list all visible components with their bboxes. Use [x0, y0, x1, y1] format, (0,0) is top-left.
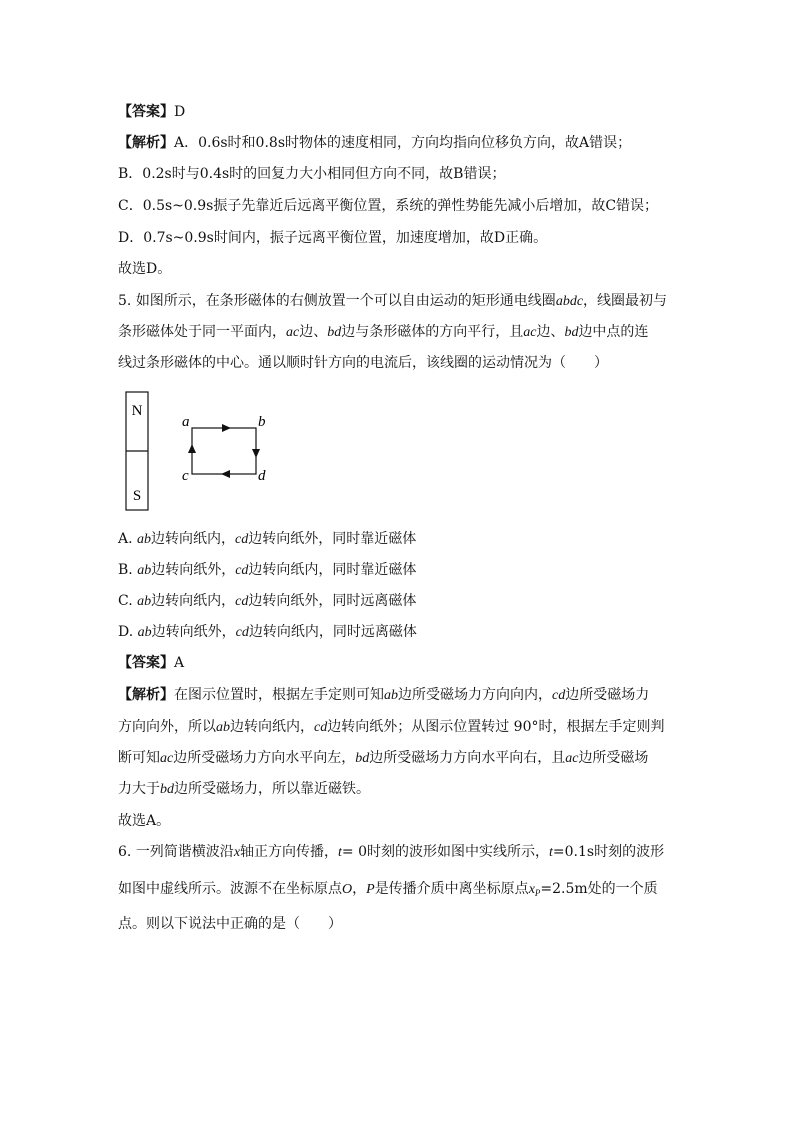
side-label: ab	[384, 688, 398, 703]
option-letter: A.	[118, 531, 133, 547]
figure-svg	[112, 388, 282, 516]
q4-answer	[118, 103, 185, 121]
q5-stem-line-3: 线过条形磁体的中心。通以顺时针方向的电流后，该线圈的运动情况为（ ）	[118, 355, 608, 371]
analysis-text: 在图示位置时，根据左手定则可知	[174, 687, 384, 703]
answer-value: D	[174, 104, 186, 120]
option-text: 边转向纸外，	[151, 624, 236, 640]
question-number: 5.	[118, 293, 132, 309]
side-label: ac	[523, 325, 537, 340]
q5-option-b	[118, 561, 416, 580]
stem-text: ，线圈最初与	[583, 293, 668, 309]
q5-conclusion: 故选A。	[118, 813, 171, 829]
corner-label-b: b	[258, 414, 266, 430]
q4-conclusion: 故选D。	[118, 261, 172, 277]
subscript-p: P	[534, 888, 541, 898]
option-letter: D.	[118, 624, 134, 640]
side-label: cd	[314, 720, 328, 735]
analysis-label: 【解析】	[118, 135, 174, 151]
magnet-coil-figure	[112, 388, 282, 516]
side-label: ab	[137, 625, 152, 640]
q5-answer	[118, 654, 184, 672]
analysis-text: A．0.6s时和0.8s时物体的速度相同，方向均指向位移负方向，故A错误；	[174, 135, 632, 151]
option-letter: B.	[118, 562, 133, 578]
side-label: ac	[160, 751, 174, 766]
option-text: 边转向纸内，同时靠近磁体	[248, 562, 417, 578]
side-label: cd	[235, 625, 249, 640]
side-label: cd	[235, 532, 249, 547]
side-label: ab	[216, 720, 230, 735]
q5-analysis-line-3	[118, 749, 648, 768]
side-label: ab	[137, 594, 152, 609]
current-arrow-left-icon	[188, 444, 196, 453]
answer-label: 【答案】	[118, 655, 174, 671]
option-text: 边转向纸外，同时远离磁体	[248, 593, 417, 609]
analysis-text: 边所受磁场力方向水平向右，且	[369, 750, 566, 766]
q5-option-c	[118, 592, 416, 611]
stem-text: 条形磁体处于同一平面内，	[118, 324, 286, 340]
q4-analysis-line-4: D．0.7s~0.9s时间内，振子远离平衡位置，加速度增加，故D正确。	[118, 230, 548, 246]
side-label: ac	[565, 751, 579, 766]
q4-analysis-line-2: B．0.2s时与0.4s时的回复力大小相同但方向不同，故B错误；	[118, 166, 506, 182]
variable-x: x	[233, 845, 241, 860]
answer-value: A	[174, 655, 185, 671]
q5-analysis-line-1	[118, 686, 649, 705]
analysis-text: 边所受磁场	[578, 750, 649, 766]
side-label: bd	[355, 751, 370, 766]
side-label: cd	[235, 563, 249, 578]
current-arrow-right-icon	[252, 449, 260, 458]
variable-p: P	[366, 882, 375, 897]
analysis-text: 边转向纸内，	[230, 719, 314, 735]
analysis-text: 力大于	[118, 781, 160, 797]
q6-stem-line-1	[118, 843, 664, 862]
stem-text: 轴正方向传播，	[240, 844, 339, 860]
q5-option-a	[118, 530, 416, 549]
side-label: ab	[137, 532, 152, 547]
variable-t: t	[549, 845, 553, 860]
stem-text: =2.5m处的一个质	[540, 881, 658, 897]
side-label: bd	[327, 325, 342, 340]
magnet-south-label: S	[132, 488, 142, 504]
stem-text: ，	[352, 881, 367, 897]
analysis-text: 边转向纸外；从图示位置转过 90°时，根据左手定则判	[327, 719, 665, 735]
analysis-text: 边所受磁场力	[565, 687, 650, 703]
current-arrow-bottom-icon	[221, 470, 230, 478]
option-letter: C.	[118, 593, 133, 609]
side-label: cd	[552, 688, 566, 703]
answer-label: 【答案】	[118, 104, 174, 120]
stem-text: 是传播介质中离坐标原点	[374, 881, 529, 897]
stem-text: = 0时刻的波形如图中实线所示，	[341, 844, 550, 860]
analysis-text: 边所受磁场力，所以靠近磁铁。	[174, 781, 370, 797]
option-text: 边转向纸外，同时靠近磁体	[248, 531, 417, 547]
q4-analysis-line-3: C．0.5s~0.9s振子先靠近后远离平衡位置，系统的弹性势能先减小后增加，故C错误；	[118, 198, 659, 214]
q4-analysis-line-1	[118, 134, 631, 152]
stem-text: 一列简谐横波沿	[135, 844, 234, 860]
stem-text: 边、	[299, 324, 328, 340]
q5-option-d	[118, 623, 417, 642]
stem-text: 边与条形磁体的方向平行，且	[341, 324, 524, 340]
q5-analysis-line-2	[118, 718, 664, 737]
current-arrow-top-icon	[222, 424, 231, 432]
coil-label: abdc	[555, 294, 584, 309]
corner-label-c: c	[182, 468, 189, 484]
side-label: ac	[286, 325, 300, 340]
stem-text: 如图中虚线所示。波源不在坐标原点	[118, 881, 342, 897]
option-text: 边转向纸内，同时远离磁体	[248, 624, 417, 640]
q5-analysis-line-4	[118, 780, 370, 799]
q6-stem-line-2	[118, 880, 658, 902]
stem-text: 边、	[536, 324, 565, 340]
side-label: cd	[235, 594, 249, 609]
variable-o: O	[342, 882, 353, 897]
stem-text: 边中点的连	[578, 324, 649, 340]
analysis-text: 方向向外，所以	[118, 719, 216, 735]
side-label: bd	[564, 325, 579, 340]
option-text: 边转向纸内，	[151, 531, 236, 547]
q6-stem-line-3: 点。则以下说法中正确的是（ ）	[118, 916, 342, 932]
analysis-text: 断可知	[118, 750, 160, 766]
variable-x: x	[528, 882, 535, 897]
corner-label-d: d	[258, 468, 266, 484]
question-number: 6.	[118, 844, 132, 860]
coil-rectangle	[192, 428, 256, 474]
side-label: ab	[137, 563, 152, 578]
stem-text: 如图所示，在条形磁体的右侧放置一个可以自由运动的矩形通电线圈	[135, 293, 556, 309]
q5-stem-line-1	[118, 292, 667, 311]
analysis-label: 【解析】	[118, 687, 174, 703]
option-text: 边转向纸外，	[151, 562, 236, 578]
option-text: 边转向纸内，	[151, 593, 236, 609]
q5-stem-line-2	[118, 323, 648, 342]
corner-label-a: a	[182, 414, 190, 430]
stem-text: =0.1s时刻的波形	[552, 844, 665, 860]
variable-t: t	[338, 845, 342, 860]
magnet-north-label: N	[131, 403, 143, 419]
analysis-text: 边所受磁场力方向水平向左，	[173, 750, 356, 766]
analysis-text: 边所受磁场力方向向内，	[398, 687, 552, 703]
side-label: bd	[160, 782, 174, 797]
